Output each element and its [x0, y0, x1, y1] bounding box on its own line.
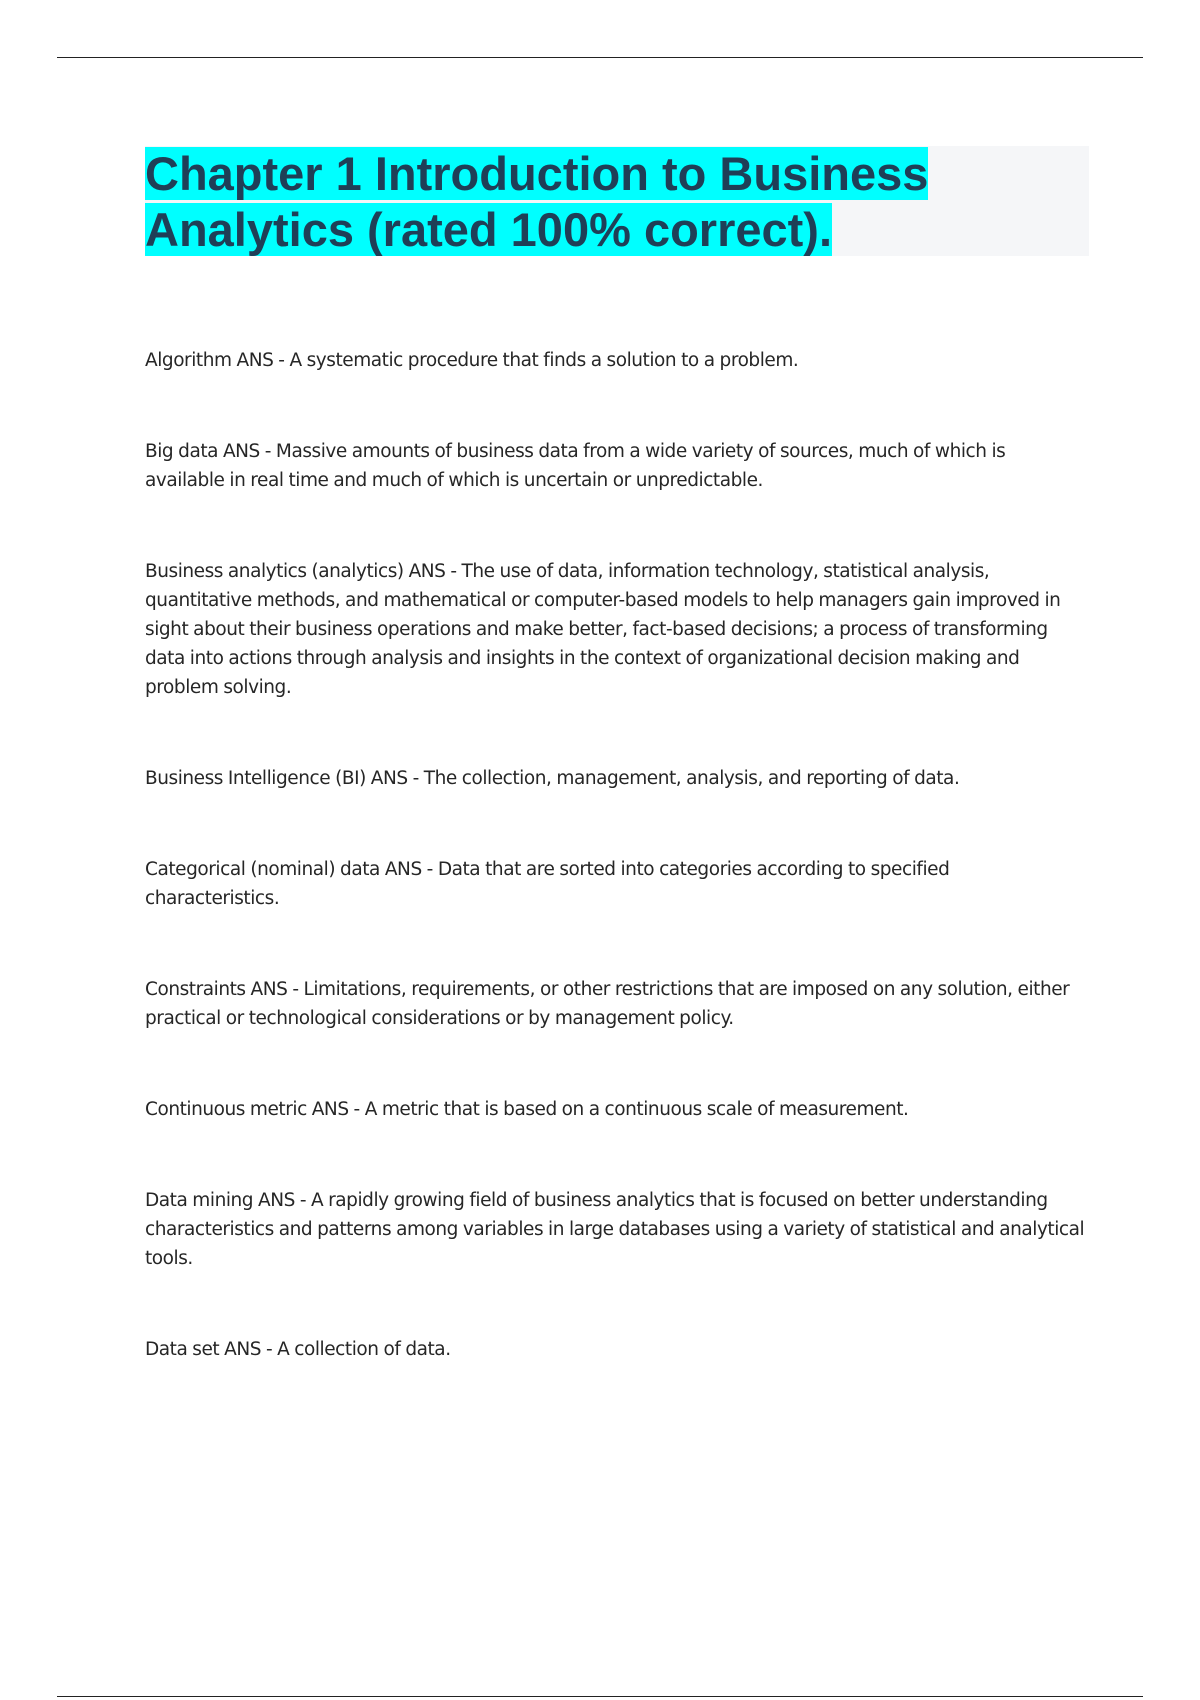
glossary-entry-algorithm: Algorithm ANS - A systematic procedure that finds a solution to a problem. [145, 350, 799, 371]
glossary-entry-data-mining: Data mining ANS - A rapidly growing field of business analytics that is focused on better understanding characteristics and patterns among variables in large databases using a variety of statistical and analytical tools. [145, 1190, 1085, 1269]
glossary-entry-big-data: Big data ANS - Massive amounts of business data from a wide variety of sources, much of which is available in real time and much of which is uncertain or unpredictable. [145, 441, 1006, 491]
glossary-entry-continuous-metric: Continuous metric ANS - A metric that is based on a continuous scale of measurement. [145, 1099, 909, 1120]
document-title [145, 146, 1089, 258]
footer-rule [57, 1696, 1143, 1697]
glossary-entry-data-set: Data set ANS - A collection of data. [145, 1339, 451, 1360]
glossary-entry-constraints: Constraints ANS - Limitations, requirements, or other restrictions that are imposed on any solution, either practical or technological considerations or by management policy. [145, 979, 1070, 1029]
document-title-text: Chapter 1 Introduction to Business Analytics (rated 100% correct). [145, 147, 929, 256]
title-block [145, 146, 1089, 256]
glossary-entry-categorical-data: Categorical (nominal) data ANS - Data that are sorted into categories according to specified characteristics. [145, 859, 950, 909]
header-rule [57, 57, 1143, 58]
glossary-list [145, 346, 1085, 1426]
glossary-entry-business-intelligence: Business Intelligence (BI) ANS - The collection, management, analysis, and reporting of data. [145, 768, 960, 789]
glossary-entry-business-analytics: Business analytics (analytics) ANS - The use of data, information technology, statistical analysis, quantitative methods, and mathematical or computer-based models to help managers gain improved in sight about their business operations and make better, fact-based decisions; a process of transforming data into actions through analysis and insights in the context of organizational decision making and problem solving. [145, 561, 1061, 698]
